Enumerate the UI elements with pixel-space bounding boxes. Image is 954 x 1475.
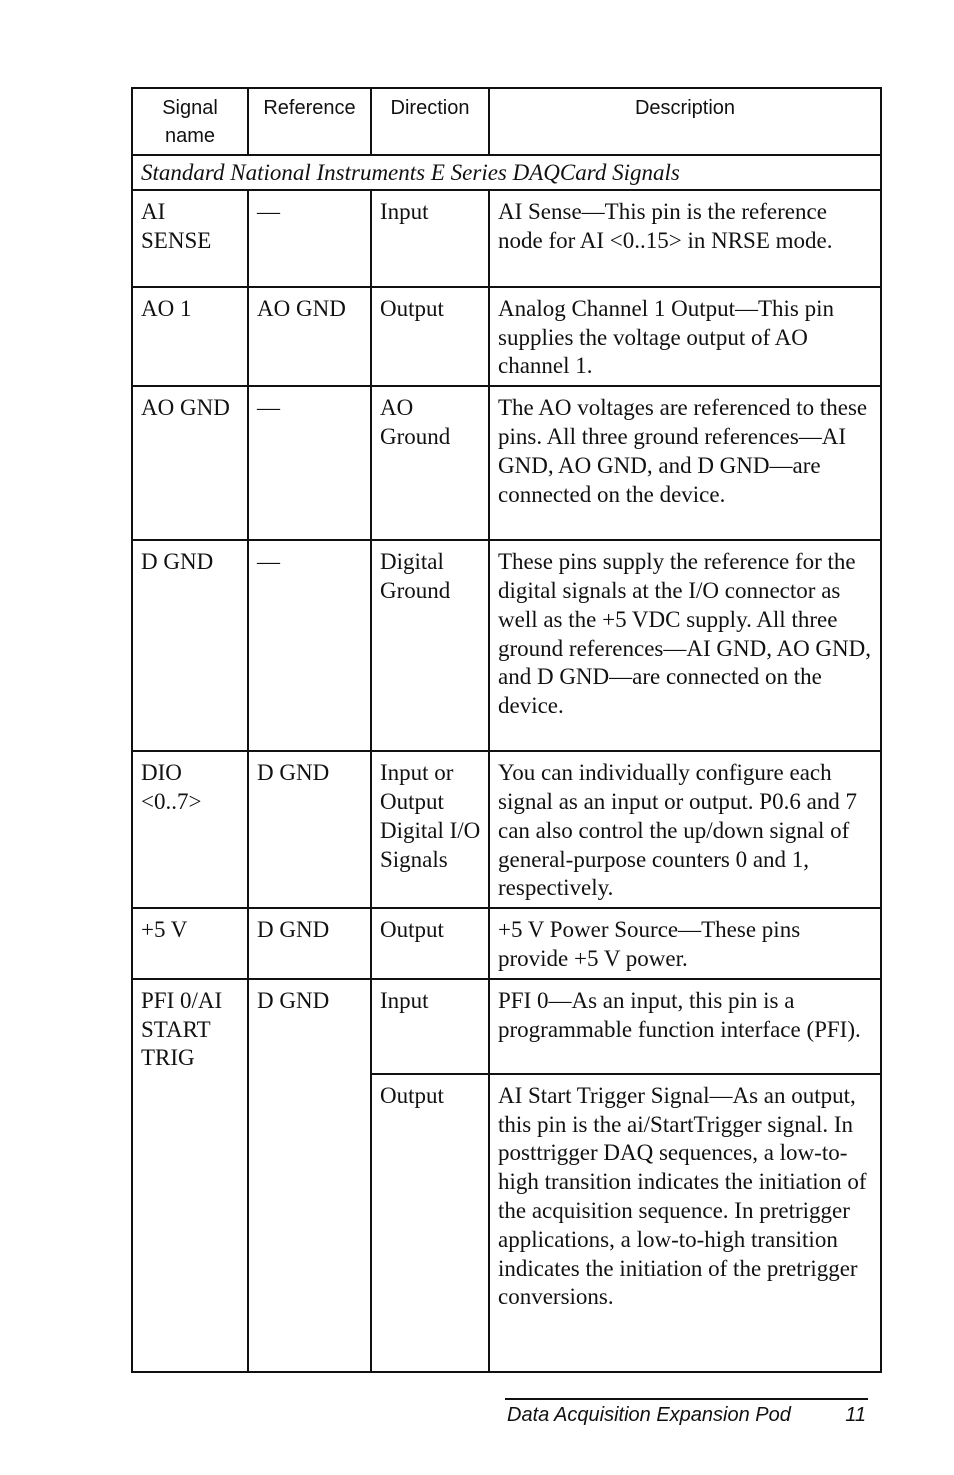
table-row	[132, 540, 881, 751]
table-row	[132, 190, 881, 287]
page-number: 11	[845, 1404, 866, 1426]
cell-direction: Digital Ground	[371, 540, 489, 751]
cell-signal: AO 1	[132, 287, 248, 386]
cell-description: The AO voltages are referenced to these pins. All three ground references—AI GND, AO GND, and D GND—are connected on the device.	[489, 386, 881, 540]
cell-direction: AO Ground	[371, 386, 489, 540]
cell-reference: D GND	[248, 908, 371, 979]
cell-description: +5 V Power Source—These pins provide +5 V power.	[489, 908, 881, 979]
table-row	[132, 908, 881, 979]
cell-reference: —	[248, 190, 371, 287]
footer-document-title: Data Acquisition Expansion Pod	[507, 1404, 791, 1426]
header-reference: Reference	[248, 88, 371, 155]
cell-signal: AO GND	[132, 386, 248, 540]
cell-direction: Input or Output Digital I/O Signals	[371, 751, 489, 908]
cell-reference: D GND	[248, 979, 371, 1372]
cell-description: Analog Channel 1 Output—This pin supplies the voltage output of AO channel 1.	[489, 287, 881, 386]
cell-direction: Output	[371, 287, 489, 386]
cell-signal: DIO <0..7>	[132, 751, 248, 908]
header-description: Description	[489, 88, 881, 155]
cell-description: PFI 0—As an input, this pin is a programmable function interface (PFI).	[489, 979, 881, 1074]
page-footer	[505, 1398, 868, 1426]
cell-description: AI Start Trigger Signal—As an output, this pin is the ai/StartTrigger signal. In posttrigger DAQ sequences, a low-to-high transition indicates the initiation of the acquisition sequence. In pretrigger applications, a low-to-high transition indicates the initiation of the pretrigger conversions.	[489, 1074, 881, 1372]
header-direction: Direction	[371, 88, 489, 155]
cell-signal: PFI 0/AI START TRIG	[132, 979, 248, 1372]
cell-direction: Input	[371, 979, 489, 1074]
signal-table	[131, 87, 882, 1373]
cell-direction: Output	[371, 908, 489, 979]
table-header-row	[132, 88, 881, 155]
table-row	[132, 979, 881, 1074]
table-row	[132, 751, 881, 908]
table-row	[132, 386, 881, 540]
cell-reference: D GND	[248, 751, 371, 908]
cell-reference: —	[248, 540, 371, 751]
cell-description: AI Sense—This pin is the reference node for AI <0..15> in NRSE mode.	[489, 190, 881, 287]
header-signal-name: Signal name	[132, 88, 248, 155]
cell-reference: AO GND	[248, 287, 371, 386]
cell-description: You can individually configure each signal as an input or output. P0.6 and 7 can also control the up/down signal of general-purpose counters 0 and 1, respectively.	[489, 751, 881, 908]
section-title: Standard National Instruments E Series DAQCard Signals	[132, 155, 881, 190]
cell-direction: Output	[371, 1074, 489, 1372]
cell-description: These pins supply the reference for the digital signals at the I/O connector as well as the +5 VDC supply. All three ground references—AI GND, AO GND, and D GND—are connected on the device.	[489, 540, 881, 751]
cell-reference: —	[248, 386, 371, 540]
cell-signal: D GND	[132, 540, 248, 751]
cell-direction: Input	[371, 190, 489, 287]
table-row	[132, 287, 881, 386]
section-row	[132, 155, 881, 190]
cell-signal: AI SENSE	[132, 190, 248, 287]
cell-signal: +5 V	[132, 908, 248, 979]
